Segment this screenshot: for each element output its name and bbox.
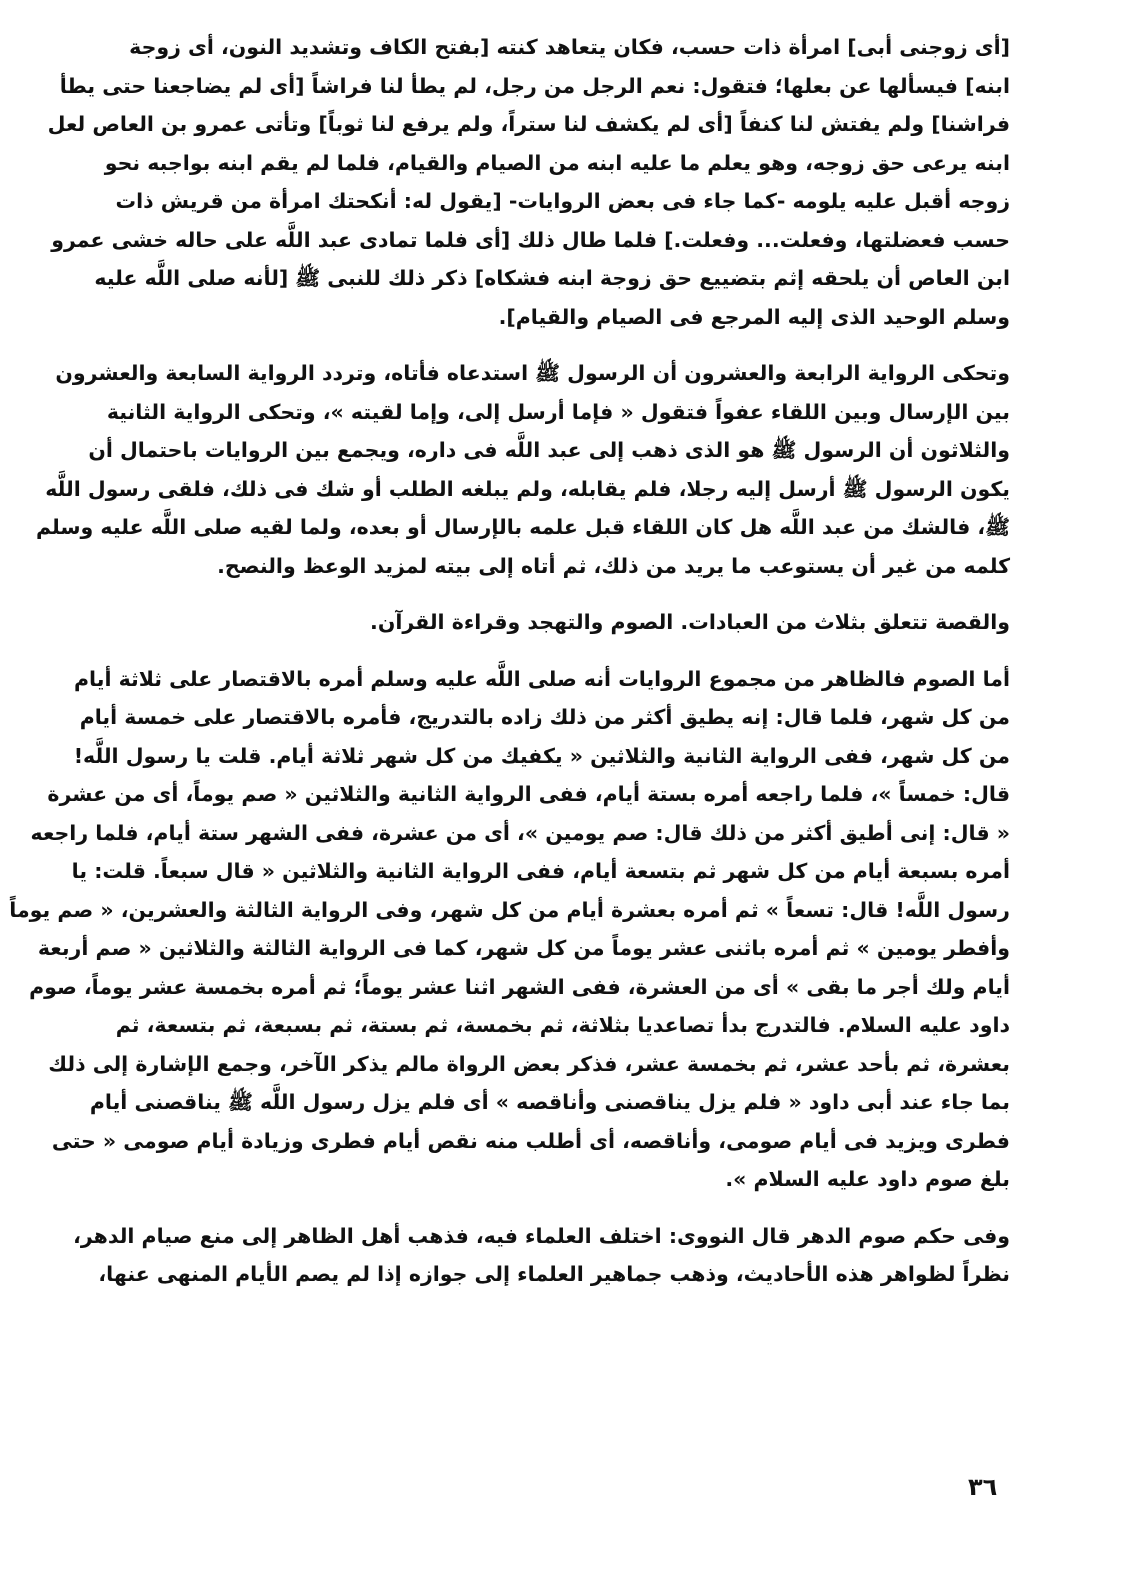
text-line: رسول اللَّه! قال: تسعاً » ثم أمره بعشرة أيام من كل شهر، وفى الرواية الثالثة والعشرين، « صم يوماً xyxy=(9,897,1010,922)
text-line: بين الإرسال وبين اللقاء عفواً فتقول « فإما أرسل إلى، وإما لقيته »، وتحكى الرواية الثانية xyxy=(106,399,1010,424)
text-line: وفى حكم صوم الدهر قال النووى: اختلف العلماء فيه، فذهب أهل الظاهر إلى منع صيام الدهر، xyxy=(73,1223,1010,1248)
text-line: أيام ولك أجر ما بقى » أى من العشرة، ففى الشهر اثنا عشر يوماً؛ ثم أمره بخمسة عشر يوماً، صوم xyxy=(29,974,1010,999)
paragraph xyxy=(73,1217,1010,1294)
text-line: وأفطر يومين » ثم أمره باثنى عشر يوماً من كل شهر، كما فى الرواية الثالثة والثلاثين « صم أربعة xyxy=(37,936,1010,960)
text-line: « قال: إنى أطيق أكثر من ذلك قال: صم يومين »، أى من عشرة، ففى الشهر ستة أيام، فلما راجعه xyxy=(30,820,1010,845)
text-line: ابن العاص أن يلحقه إثم بتضييع حق زوجة ابنه فشكاه] ذكر ذلك للنبى ﷺ [لأنه صلى اللَّه عليه xyxy=(94,266,1010,290)
text-line: حسب فعضلتها، وفعلت... وفعلت.] فلما طال ذلك [أى فلما تمادى عبد اللَّه على حاله خشى عمرو xyxy=(51,227,1010,252)
paragraph xyxy=(47,28,1010,336)
text-line: فطرى ويزيد فى أيام صومى، وأناقصه، أى أطلب منه نقص أيام فطرى وزيادة أيام صومى « حتى xyxy=(51,1128,1010,1153)
text-line: أمره بسبعة أيام من كل شهر ثم بتسعة أيام، ففى الرواية الثانية والثلاثين « قال سبعاً. قلت: يا xyxy=(71,859,1010,883)
text-line: وتحكى الرواية الرابعة والعشرون أن الرسول ﷺ استدعاه فأتاه، وتردد الرواية السابعة والعشرون xyxy=(55,361,1010,385)
text-line: أما الصوم فالظاهر من مجموع الروايات أنه صلى اللَّه عليه وسلم أمره بالاقتصار على ثلاثة أيام xyxy=(74,666,1010,691)
document-page xyxy=(9,28,1010,1312)
text-line: من كل شهر، فلما قال: إنه يطيق أكثر من ذلك زاده بالتدريج، فأمره بالاقتصار على خمسة أيام xyxy=(79,705,1010,729)
text-line: قال: خمساً »، فلما راجعه أمره بستة أيام، ففى الرواية الثانية والثلاثين « صم يوماً، أى من عشرة xyxy=(47,782,1010,806)
text-line: بما جاء عند أبى داود « فلم يزل يناقصنى وأناقصه » أى فلم يزل رسول اللَّه ﷺ يناقصنى أيام xyxy=(89,1090,1010,1114)
text-line: ﷺ، فالشك من عبد اللَّه هل كان اللقاء قبل علمه بالإرسال أو بعده، ولما لقيه صلى اللَّه عليه وسلم xyxy=(35,515,1010,539)
paragraph xyxy=(148,603,1010,642)
page-number: ٣٦ xyxy=(968,1473,998,1501)
text-line: داود عليه السلام. فالتدرج بدأ تصاعديا بثلاثة، ثم بخمسة، ثم بستة، ثم بسبعة، ثم بتسعة، ثم xyxy=(115,1013,1010,1037)
text-line: فراشنا] ولم يفتش لنا كنفاً [أى لم يكشف لنا ستراً، ولم يرفع لنا ثوباً] وتأتى عمرو بن العاص لعل xyxy=(47,112,1010,136)
text-line: نظراً لظواهر هذه الأحاديث، وذهب جماهير العلماء إلى جوازه إذا لم يصم الأيام المنهى عنها، xyxy=(98,1262,1010,1286)
text-line: والثلاثون أن الرسول ﷺ هو الذى ذهب إلى عبد اللَّه فى داره، ويجمع بين الروايات باحتمال أن xyxy=(88,438,1010,462)
text-line: وسلم الوحيد الذى إليه المرجع فى الصيام والقيام]. xyxy=(498,304,1010,329)
text-line: ابنه يرعى حق زوجه، وهو يعلم ما عليه ابنه من الصيام والقيام، فلما لم يقم ابنه بواجبه نحو xyxy=(104,150,1010,175)
text-line: ابنه] فيسألها عن بعلها؛ فتقول: نعم الرجل من رجل، لم يطأ لنا فراشاً [أى لم يضاجعنا حتى يطأ xyxy=(59,73,1010,98)
text-line: زوجه أقبل عليه يلومه -كما جاء فى بعض الروايات- [يقول له: أنكحتك امرأة من قريش ذات xyxy=(115,189,1010,213)
text-line: بلغ صوم داود عليه السلام ». xyxy=(725,1167,1010,1191)
text-line: بعشرة، ثم بأحد عشر، ثم بخمسة عشر، فذكر بعض الرواة مالم يذكر الآخر، وجمع الإشارة إلى ذلك xyxy=(48,1051,1010,1076)
text-line: من كل شهر، ففى الرواية الثانية والثلاثين « يكفيك من كل شهر ثلاثة أيام. قلت يا رسول اللَّه! xyxy=(73,743,1010,768)
text-line: والقصة تتعلق بثلاث من العبادات. الصوم والتهجد وقراءة القرآن. xyxy=(370,610,1010,634)
text-line: يكون الرسول ﷺ أرسل إليه رجلا، فلم يقابله، ولم يبلغه الطلب أو شك فى ذلك، فلقى رسول اللَّه xyxy=(45,476,1010,501)
text-line: كلمه من غير أن يستوعب ما يريد من ذلك، ثم أتاه إلى بيته لمزيد الوعظ والنصح. xyxy=(217,553,1010,578)
paragraph xyxy=(35,354,1010,585)
text-line: [أى زوجنى أبى] امرأة ذات حسب، فكان يتعاهد كنته [بفتح الكاف وتشديد النون، أى زوجة xyxy=(129,35,1010,59)
paragraph xyxy=(9,660,1010,1199)
